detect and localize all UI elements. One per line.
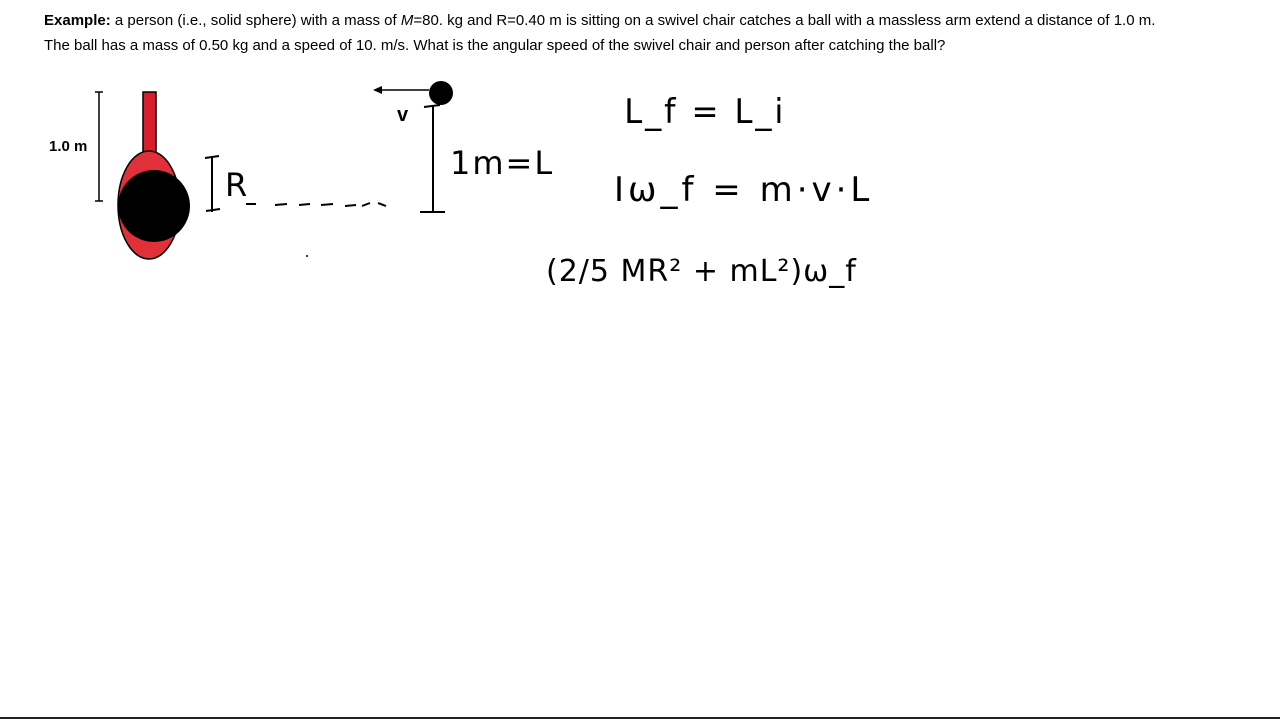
example-label: Example: — [44, 12, 111, 29]
problem-text-1b: =80. kg and R=0.40 m is sitting on a swivel chair catches a ball with a massless arm extend a distance of 1.0 m. — [413, 12, 1156, 29]
equation-angular-momentum-balance: Iω_f = m·v·L — [614, 170, 874, 210]
arm-dashes — [246, 203, 386, 206]
velocity-label: v — [397, 104, 409, 126]
equation-angular-momentum-conservation: L_f = L_i — [624, 92, 787, 132]
height-label: 1.0 m — [49, 138, 88, 155]
chair-post — [143, 92, 156, 154]
arm-length-label: 1m=L — [450, 144, 555, 182]
bottom-rule — [0, 717, 1280, 719]
problem-text-1a: a person (i.e., solid sphere) with a mass of — [110, 12, 401, 29]
radius-label: R — [225, 166, 248, 204]
mass-symbol: M — [400, 12, 414, 29]
ball — [429, 81, 453, 105]
radius-bracket — [205, 156, 220, 212]
velocity-arrowhead — [373, 86, 382, 94]
arm-length-bracket — [420, 105, 445, 212]
stray-dot — [306, 255, 308, 257]
height-dimension — [95, 92, 103, 201]
person-sphere — [118, 170, 190, 242]
problem-line-2: The ball has a mass of 0.50 kg and a speed of 10. m/s. What is the angular speed of the swivel chair and person after catching the ball? — [44, 37, 946, 54]
equation-moment-of-inertia: (2/5 MR² + mL²)ω_f — [546, 254, 857, 289]
